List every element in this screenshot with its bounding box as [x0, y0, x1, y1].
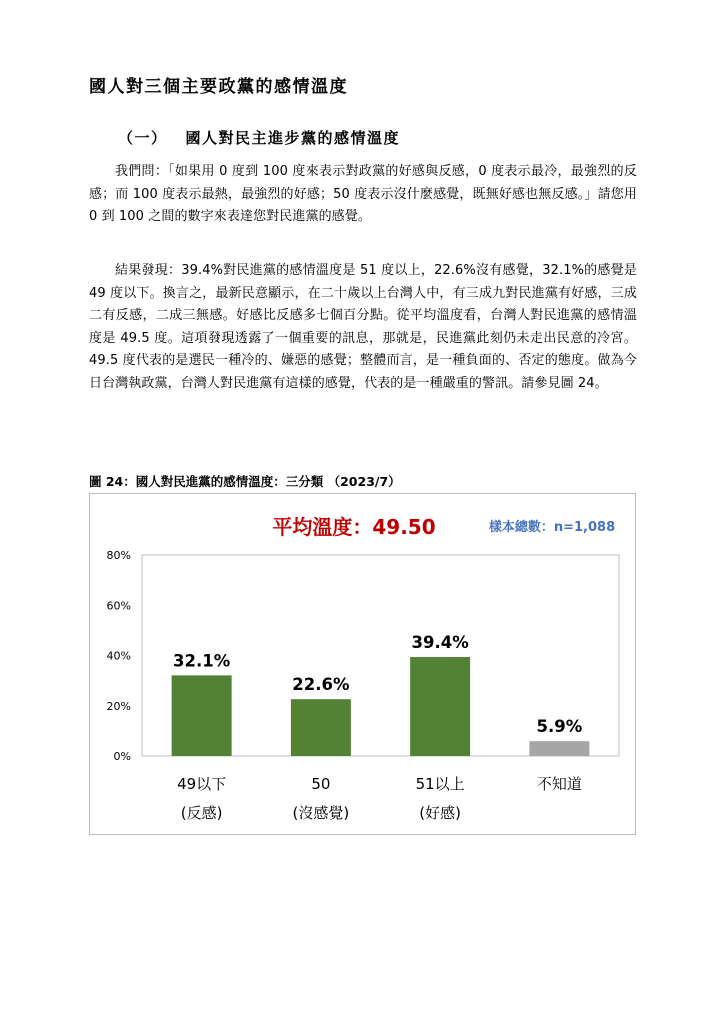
x-tick-label: 51以上	[415, 775, 465, 793]
y-tick-label: 80%	[106, 549, 131, 562]
bar-chart	[90, 494, 637, 836]
bar	[529, 741, 589, 756]
y-tick-label: 0%	[113, 750, 131, 763]
y-tick-label: 60%	[106, 599, 131, 613]
data-label: 5.9%	[536, 717, 583, 737]
subsection-heading	[118, 127, 400, 148]
chart-title: 平均溫度：49.50	[272, 515, 436, 539]
data-label: 32.1%	[173, 651, 231, 671]
data-label: 22.6%	[292, 675, 350, 695]
y-tick-label: 20%	[106, 699, 131, 713]
x-tick-sublabel: (好感)	[419, 804, 461, 822]
findings-paragraph: 結果發現：39.4%對民進黨的感情溫度是 51 度以上，22.6%沒有感覺，32.1%的感覺是 49 度以下。換言之，最新民意顯示，在二十歲以上台灣人中，有三成九對民進黨有好感，三成二有反感，二成三無感。好感比反感多七個百分點。從平均溫度看，台灣人對民進黨的感情溫度是 49.5 度。這項發現透露了一個重要的訊息，那就是，民進黨此刻仍未走出民意的冷宮。49.5 度代表的是選民一種冷的、嫌惡的感覺；整體而言，是一種負面的、否定的態度。做為今日台灣執政黨，台灣人對民進黨有這樣的感覺，代表的是一種嚴重的警訊。請參見圖 24。	[89, 263, 637, 391]
x-tick-label: 49以下	[177, 775, 227, 793]
section-heading: 國人對三個主要政黨的感情溫度	[89, 77, 348, 97]
chart-frame	[89, 493, 636, 835]
x-tick-sublabel: (沒感覺)	[292, 804, 350, 822]
data-label: 39.4%	[411, 633, 469, 653]
sample-size-note: 樣本總數：n=1,088	[488, 520, 616, 535]
question-paragraph: 我們問：「如果用 0 度到 100 度來表示對政黨的好感與反感，0 度表示最冷，最強烈的反感；而 100 度表示最熱，最強烈的好感；50 度表示沒什麼感覺，既無好感也無反感。」請您用 0 到 100 之間的數字來表達您對民進黨的感覺。	[89, 164, 637, 224]
subsection-title: 國人對民主進步黨的感情溫度	[185, 129, 401, 147]
x-tick-label: 不知道	[536, 775, 582, 793]
bar	[410, 657, 470, 756]
bar	[172, 675, 232, 756]
x-tick-sublabel: (反感)	[180, 804, 223, 822]
plot-area	[107, 549, 619, 822]
bar	[291, 699, 351, 756]
y-tick-label: 40%	[106, 649, 131, 663]
x-tick-label: 50	[311, 775, 331, 793]
figure-caption: 圖 24：國人對民進黨的感情溫度：三分類 （2023/7）	[89, 474, 401, 489]
subsection-number: （一）	[118, 129, 168, 147]
